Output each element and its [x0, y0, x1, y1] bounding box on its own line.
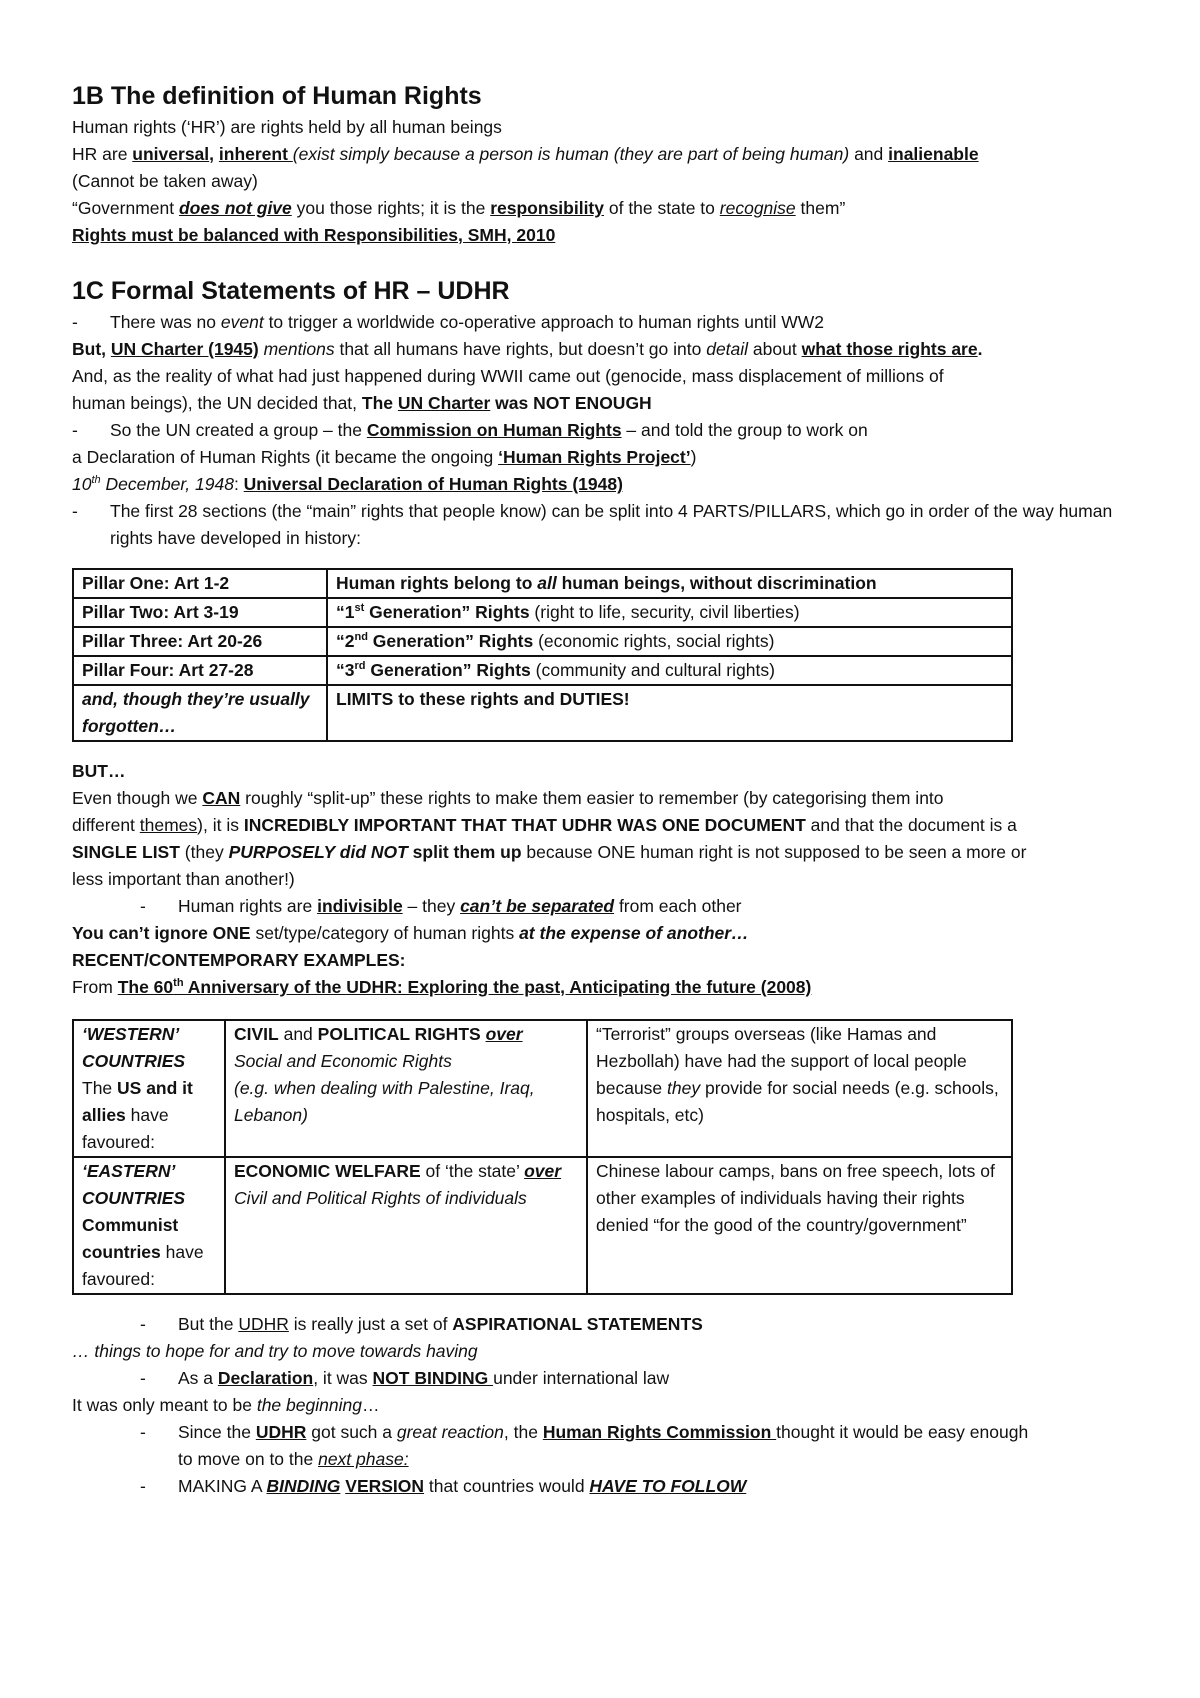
text: Anniversary of the UDHR: Exploring the past, Anticipating the future (2008)	[183, 977, 812, 997]
text: of ‘the state’	[420, 1161, 525, 1181]
text: …	[361, 1395, 380, 1415]
pillar-name: Pillar Three: Art 20-26	[73, 627, 327, 656]
text: But the	[178, 1314, 239, 1334]
text: ‘EASTERN’ COUNTRIES	[82, 1161, 186, 1208]
text: You can’t ignore ONE	[72, 923, 251, 943]
text: Human rights belong to	[336, 573, 538, 593]
text: about	[748, 339, 802, 359]
text: UDHR	[238, 1314, 289, 1334]
text: under international law	[493, 1368, 670, 1388]
text: inherent	[218, 144, 293, 164]
text: ), it is	[197, 815, 244, 835]
text: POLITICAL RIGHTS	[317, 1024, 481, 1044]
text: split them up	[407, 842, 522, 862]
text: Generation” Rights	[364, 602, 530, 622]
text: different	[72, 815, 140, 835]
text: UN Charter	[397, 393, 491, 413]
country-cell	[73, 1020, 225, 1157]
but-line-2	[72, 812, 1132, 839]
dash: -	[140, 1422, 146, 1442]
text: US and it allies	[82, 1078, 193, 1125]
text: that all humans have rights, but doesn’t go into	[334, 339, 707, 359]
text: Rights must be balanced with Responsibilities, SMH, 2010	[72, 225, 556, 245]
declaration-line	[72, 444, 1132, 471]
table-row	[73, 656, 1012, 685]
text: ‘WESTERN’ COUNTRIES	[82, 1024, 186, 1071]
text: and	[849, 144, 889, 164]
text: roughly “split-up” these rights to make them easier to remember (by categorising them into	[240, 788, 944, 808]
text: does not give	[178, 198, 292, 218]
heading-1b-text: 1B The definition of Human Rights	[72, 82, 482, 110]
text: you those rights; it is the	[291, 198, 491, 218]
text: responsibility	[490, 198, 604, 218]
but-line-4	[72, 866, 1132, 893]
hr-properties-line	[72, 141, 1132, 168]
pillar-desc	[327, 656, 1012, 685]
text: RECENT/CONTEMPORARY EXAMPLES:	[72, 950, 406, 970]
table-row	[73, 598, 1012, 627]
not-enough-line	[72, 390, 1132, 417]
priority-cell	[225, 1157, 587, 1294]
source-title	[118, 977, 812, 997]
text: 10	[72, 474, 92, 494]
source-line	[72, 974, 1132, 1001]
pillar-desc	[327, 627, 1012, 656]
text: inalienable	[888, 144, 979, 164]
text: December, 1948	[100, 474, 234, 494]
text: less important than another!)	[72, 869, 295, 889]
bullet-ww2	[72, 309, 1132, 336]
text: next phase:	[318, 1449, 409, 1469]
pillar-desc: LIMITS to these rights and DUTIES!	[327, 685, 1012, 741]
text: Human Rights Commission	[542, 1422, 777, 1442]
text: “3	[336, 660, 355, 680]
but-line-1	[72, 785, 1132, 812]
text: over	[485, 1024, 523, 1044]
text: .	[977, 339, 983, 359]
pillars-table	[72, 568, 1013, 742]
text: themes	[139, 815, 198, 835]
text: Generation” Rights	[367, 631, 534, 651]
text: “1	[336, 602, 355, 622]
text: – they	[402, 896, 461, 916]
text: PURPOSELY did NOT	[228, 842, 408, 862]
bullet-binding-version	[72, 1473, 1132, 1500]
text: st	[354, 602, 365, 615]
text: them”	[795, 198, 846, 218]
text: , the	[503, 1422, 543, 1442]
text: (right to life, security, civil liberties)	[529, 602, 800, 622]
text: (exist simply because a person is human (they are part of being human)	[292, 144, 850, 164]
bullet-pillars	[72, 498, 1132, 552]
text: mentions	[258, 339, 335, 359]
hr-def-line	[72, 114, 1132, 141]
text: human beings, without discrimination	[556, 573, 877, 593]
text: all	[537, 573, 557, 593]
text: was NOT ENOUGH	[490, 393, 652, 413]
text: “Government	[72, 198, 179, 218]
country-cell	[73, 1157, 225, 1294]
heading-1b	[72, 78, 1132, 114]
text: have favoured:	[82, 1105, 169, 1152]
text: … things to hope for and try to move towards having	[72, 1341, 478, 1361]
table-row	[73, 1157, 1012, 1294]
text: of the state to	[604, 198, 720, 218]
text: Commission on Human Rights	[366, 420, 622, 440]
text: (e.g. when dealing with Palestine, Iraq, Lebanon)	[234, 1078, 535, 1125]
text: to trigger a worldwide co-operative approach to human rights until WW2	[263, 312, 824, 332]
text: )	[690, 447, 697, 467]
dash: -	[140, 896, 146, 916]
text: at the expense of another…	[519, 923, 749, 943]
text: BUT…	[72, 761, 126, 781]
text: So the UN created a group – the	[110, 420, 367, 440]
table-row	[73, 569, 1012, 598]
dash: -	[72, 312, 78, 332]
smh-source	[72, 222, 1132, 249]
text: universal	[132, 144, 210, 164]
pillar-name: Pillar Four: Art 27-28	[73, 656, 327, 685]
dash: -	[140, 1368, 146, 1388]
text: have favoured:	[82, 1242, 204, 1289]
text: The first 28 sections (the “main” rights that people know) can be split into 4 PARTS/PILLARS, which go in order of the way human rights have developed in history:	[110, 501, 1113, 548]
text: The 60	[117, 977, 174, 997]
text: As a	[178, 1368, 218, 1388]
text: (Cannot be taken away)	[72, 171, 258, 191]
text: The	[361, 393, 398, 413]
text: Human rights are	[178, 896, 318, 916]
text: SINGLE LIST	[72, 842, 180, 862]
text: – and told the group to work on	[621, 420, 868, 440]
text: , it was	[313, 1368, 373, 1388]
table-row	[73, 1020, 1012, 1157]
text: because ONE human right is not supposed to be seen a more or	[521, 842, 1027, 862]
text: nd	[354, 631, 368, 644]
text: ‘Human Rights Project’	[498, 447, 691, 467]
text: recognise	[719, 198, 796, 218]
un-charter-line	[72, 336, 1132, 363]
text: th	[91, 474, 101, 487]
text: event	[220, 312, 264, 332]
text: Declaration	[217, 1368, 314, 1388]
but-line-3	[72, 839, 1132, 866]
text: (community and cultural rights)	[530, 660, 775, 680]
text: great reaction	[396, 1422, 504, 1442]
text: It was only meant to be	[72, 1395, 257, 1415]
text: what those rights are	[801, 339, 978, 359]
text: rd	[354, 660, 366, 673]
pillar-desc	[327, 598, 1012, 627]
examples-heading	[72, 947, 1132, 974]
text: (they	[179, 842, 229, 862]
text: And, as the reality of what had just happened during WWII came out (genocide, mass displacement of millions of	[72, 366, 944, 386]
text: set/type/category of human rights	[250, 923, 520, 943]
text: ECONOMIC WELFARE	[234, 1161, 421, 1181]
text: Generation” Rights	[365, 660, 531, 680]
text: Universal Declaration of Human Rights (1948)	[243, 474, 623, 494]
bullet-aspirational	[72, 1311, 1132, 1338]
comparison-table	[72, 1019, 1013, 1295]
text: the beginning	[256, 1395, 362, 1415]
dash: -	[72, 420, 78, 440]
text: a Declaration of Human Rights (it became the ongoing	[72, 447, 499, 467]
text: But,	[72, 339, 111, 359]
text: UDHR	[255, 1422, 307, 1442]
dash: -	[140, 1314, 146, 1334]
text: UN Charter (1945)	[110, 339, 259, 359]
text: Social and Economic Rights	[234, 1051, 452, 1071]
pillar-desc	[327, 569, 1012, 598]
table-row	[73, 685, 1012, 741]
text: to move on to the	[178, 1449, 319, 1469]
pillar-name: Pillar Two: Art 3-19	[73, 598, 327, 627]
text: detail	[706, 339, 749, 359]
bullet-next-phase	[72, 1419, 1132, 1473]
wwii-reality-line	[72, 363, 1132, 390]
pillar-name: and, though they’re usually forgotten…	[73, 685, 327, 741]
text: Even though we	[72, 788, 203, 808]
text: NOT BINDING	[372, 1368, 494, 1388]
text: can’t be separated	[460, 896, 615, 916]
text: countries	[82, 1242, 161, 1262]
but-heading	[72, 758, 1132, 785]
dash: -	[140, 1476, 146, 1496]
text: From	[72, 977, 118, 997]
udhr-date-line	[72, 471, 1132, 498]
bullet-not-binding	[72, 1365, 1132, 1392]
text: is really just a set of	[288, 1314, 453, 1334]
example-cell	[587, 1020, 1012, 1157]
priority-cell	[225, 1020, 587, 1157]
text: and that the document is a	[805, 815, 1017, 835]
text: thought it would be easy enough	[776, 1422, 1029, 1442]
text: ASPIRATIONAL STATEMENTS	[452, 1314, 703, 1334]
pillar-name: Pillar One: Art 1-2	[73, 569, 327, 598]
inalienable-note	[72, 168, 1132, 195]
heading-1c	[72, 273, 1132, 309]
text: got such a	[306, 1422, 397, 1442]
text: Civil and Political Rights of individuals	[234, 1188, 527, 1208]
text: human beings), the UN decided that,	[72, 393, 362, 413]
text: :	[233, 474, 244, 494]
heading-1c-text: 1C Formal Statements of HR – UDHR	[72, 277, 510, 305]
text: HR are	[72, 144, 133, 164]
text: “Terrorist” groups overseas (like Hamas and Hezbollah) have had the support of local people because	[596, 1024, 967, 1098]
beginning-line	[72, 1392, 1132, 1419]
text: The	[82, 1078, 118, 1098]
example-cell: Chinese labour camps, bans on free speech, lots of other examples of individuals having their rights denied “for the good of the country/government”	[587, 1157, 1012, 1294]
text: indivisible	[317, 896, 403, 916]
text: that countries would	[424, 1476, 590, 1496]
text: provide for social needs (e.g. schools, hospitals, etc)	[596, 1078, 999, 1125]
text: CIVIL	[234, 1024, 279, 1044]
text: INCREDIBLY IMPORTANT THAT THAT UDHR WAS ONE DOCUMENT	[243, 815, 806, 835]
bullet-commission	[72, 417, 1132, 444]
text: There was no	[110, 312, 221, 332]
text: and	[278, 1024, 318, 1044]
text: over	[524, 1161, 562, 1181]
table-row	[73, 627, 1012, 656]
text: (economic rights, social rights)	[533, 631, 775, 651]
text: “2	[336, 631, 355, 651]
text: they	[667, 1078, 701, 1098]
text: VERSION	[345, 1476, 425, 1496]
text: MAKING A	[178, 1476, 267, 1496]
expense-line	[72, 920, 1132, 947]
text: Since the	[178, 1422, 256, 1442]
dash: -	[72, 501, 78, 521]
text: ,	[209, 144, 219, 164]
government-quote	[72, 195, 1132, 222]
text: CAN	[202, 788, 241, 808]
text: Human rights (‘HR’) are rights held by all human beings	[72, 117, 502, 137]
text: from each other	[614, 896, 742, 916]
text: th	[173, 977, 184, 990]
bullet-indivisible	[72, 893, 1132, 920]
hope-line	[72, 1338, 1132, 1365]
text: BINDING	[266, 1476, 341, 1496]
text: HAVE TO FOLLOW	[589, 1476, 747, 1496]
text: Communist	[82, 1215, 179, 1235]
document-page	[72, 78, 1132, 1500]
